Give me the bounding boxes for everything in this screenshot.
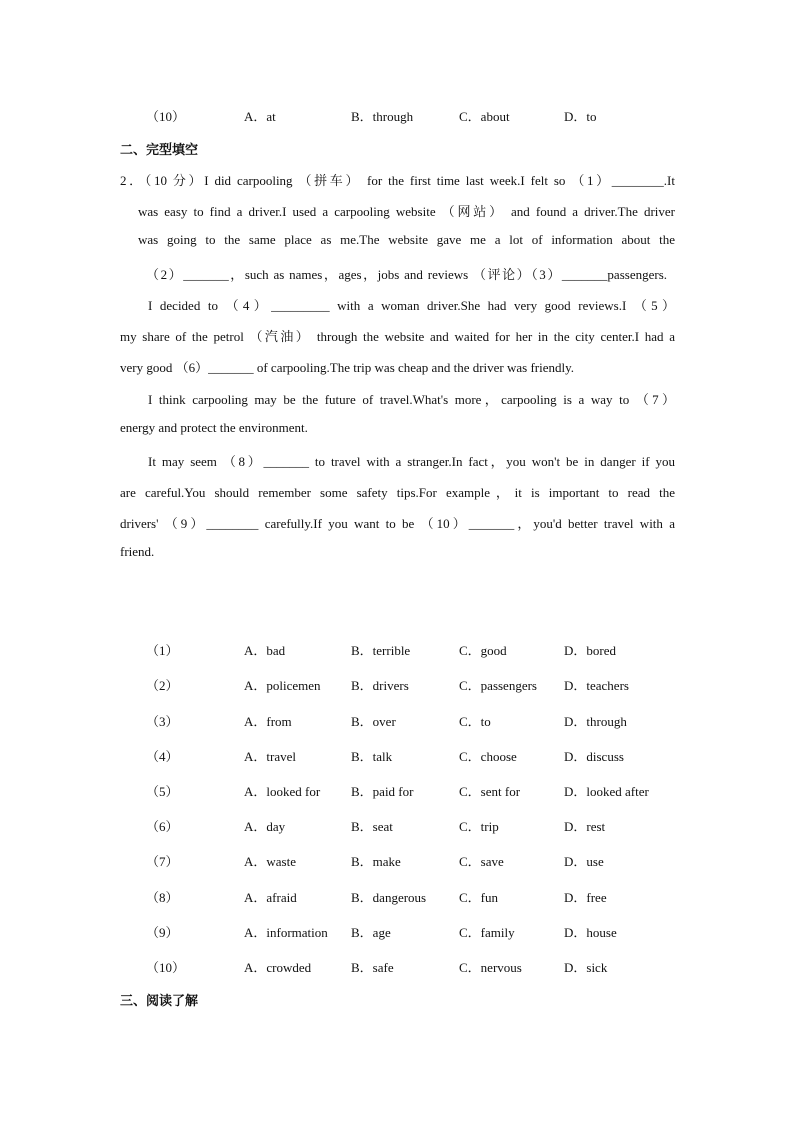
option-d: D．house	[564, 925, 617, 940]
passage-line: I think carpooling may be the future of travel.What's more，carpooling is a way to （7）	[148, 392, 675, 407]
question-number: （10）	[146, 109, 186, 124]
passage-line: very good （6）_______ of carpooling.The trip was cheap and the driver was friendly.	[120, 360, 575, 375]
option-a: A．crowded	[244, 960, 312, 975]
option-b: B．dangerous	[351, 890, 427, 905]
option-c: C．save	[459, 854, 504, 869]
option-d: D．through	[564, 714, 627, 729]
passage-line: my share of the petrol （汽油） through the website and waited for her in the city center.I had a	[120, 329, 675, 344]
option-b: B．terrible	[351, 643, 411, 658]
passage-line: It may seem （8）_______ to travel with a stranger.In fact，you won't be in danger if you	[148, 454, 675, 469]
option-b: B．drivers	[351, 678, 409, 693]
option-c: C．about	[459, 109, 510, 124]
option-a: A．waste	[244, 854, 296, 869]
option-b: B．paid for	[351, 784, 414, 799]
passage-line: are careful.You should remember some safety tips.For example，it is important to read the	[120, 485, 675, 500]
option-d: D．looked after	[564, 784, 649, 799]
question-number: （1）	[146, 643, 179, 658]
section-title-reading: 三、阅读了解	[120, 994, 199, 1009]
option-d: D．free	[564, 890, 607, 905]
passage-line: was easy to find a driver.I used a carpooling website （网站） and found a driver.The driver	[138, 204, 675, 219]
section-title-cloze: 二、完型填空	[120, 143, 199, 158]
option-d: D．to	[564, 109, 597, 124]
passage-line: was going to the same place as me.The website gave me a lot of information about the	[138, 232, 675, 247]
option-row	[0, 887, 794, 907]
option-row	[0, 957, 794, 977]
option-row	[0, 640, 794, 660]
passage-line: 2．（10 分）I did carpooling （拼车） for the first time last week.I felt so （1）________.It	[120, 173, 675, 188]
option-c: C．nervous	[459, 960, 522, 975]
option-d: D．rest	[564, 819, 606, 834]
question-number: （3）	[146, 714, 179, 729]
question-number: （10）	[146, 960, 186, 975]
option-b: B．safe	[351, 960, 394, 975]
option-row	[0, 851, 794, 871]
option-d: D．discuss	[564, 749, 624, 764]
option-row	[0, 922, 794, 942]
passage-line: friend.	[120, 544, 155, 559]
option-d: D．sick	[564, 960, 608, 975]
option-c: C．passengers	[459, 678, 537, 693]
option-a: A．bad	[244, 643, 286, 658]
option-row	[0, 781, 794, 801]
option-a: A．day	[244, 819, 286, 834]
passage-line: drivers' （9）________ carefully.If you want to be （10）_______，you'd better travel with a	[120, 516, 675, 531]
option-c: C．fun	[459, 890, 499, 905]
option-b: B．seat	[351, 819, 393, 834]
question-number: （4）	[146, 749, 179, 764]
option-row	[0, 675, 794, 695]
option-b: B．age	[351, 925, 391, 940]
question-number: （5）	[146, 784, 179, 799]
question-number: （2）	[146, 678, 179, 693]
option-c: C．family	[459, 925, 515, 940]
option-b: B．over	[351, 714, 396, 729]
option-a: A．afraid	[244, 890, 297, 905]
question-number: （8）	[146, 890, 179, 905]
option-c: C．choose	[459, 749, 517, 764]
option-a: A．travel	[244, 749, 296, 764]
option-b: B．make	[351, 854, 401, 869]
option-a: A．from	[244, 714, 292, 729]
passage-line: energy and protect the environment.	[120, 420, 308, 435]
question-number: （7）	[146, 854, 179, 869]
option-d: D．use	[564, 854, 604, 869]
option-c: C．good	[459, 643, 507, 658]
option-row	[0, 746, 794, 766]
passage-line: （2）_______，such as names，ages，jobs and reviews （评论）（3）_______passengers.	[146, 267, 667, 282]
option-a: A．information	[244, 925, 328, 940]
passage-line: I decided to （4）_________ with a woman driver.She had very good reviews.I （5）	[148, 298, 675, 313]
option-b: B．through	[351, 109, 414, 124]
option-d: D．teachers	[564, 678, 629, 693]
question-number: （6）	[146, 819, 179, 834]
option-row	[0, 816, 794, 836]
option-row	[0, 711, 794, 731]
option-c: C．trip	[459, 819, 499, 834]
option-a: A．at	[244, 109, 276, 124]
option-d: D．bored	[564, 643, 616, 658]
option-b: B．talk	[351, 749, 393, 764]
option-c: C．to	[459, 714, 491, 729]
option-a: A．looked for	[244, 784, 321, 799]
question-number: （9）	[146, 925, 179, 940]
option-c: C．sent for	[459, 784, 521, 799]
prev-question-options	[0, 106, 794, 126]
option-a: A．policemen	[244, 678, 321, 693]
